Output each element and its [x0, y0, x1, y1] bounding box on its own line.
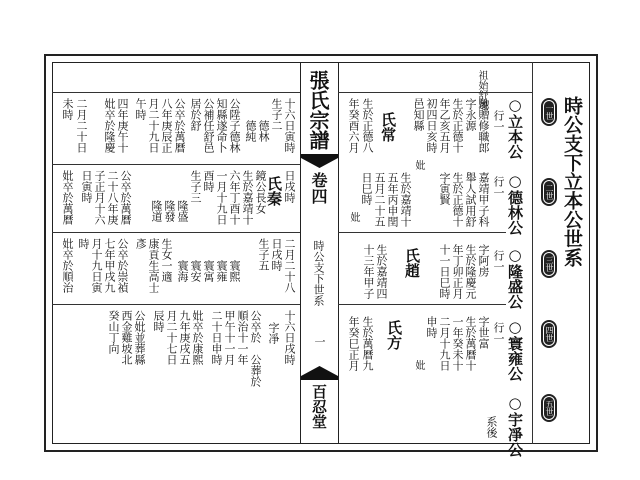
text-col: 二月二十日: [75, 98, 88, 153]
text-col: 癸山丁向: [107, 310, 120, 354]
text-col: 月二十九日: [147, 98, 160, 153]
text-col: 二月十九日: [438, 316, 451, 371]
text-col: 時: [77, 238, 90, 249]
text-col: 日戌時: [283, 170, 296, 203]
text-col: 彥: [134, 238, 147, 249]
text-col: 生於正德十: [451, 172, 464, 227]
text-col: 四年庚午十: [116, 98, 129, 153]
text-col: 十六日戌時: [283, 310, 296, 365]
text-col: 行一: [492, 250, 505, 272]
text-col: 月二十七日: [165, 310, 178, 365]
text-col: 八年庚辰正: [160, 98, 173, 153]
title-column-rule: [532, 62, 533, 444]
spine-subtitle: 時公支下世系: [312, 240, 325, 306]
text-col: 生於嘉靖十: [399, 172, 412, 227]
text-col: 一月十九日: [215, 170, 228, 225]
text-col: 隆道: [150, 200, 163, 222]
ancestor-1: ○立本公: [506, 96, 524, 159]
text-col: 寰海: [176, 260, 189, 282]
text-col: 字寅賢: [438, 172, 451, 205]
text-col: 寰寓: [202, 260, 215, 282]
volume-label: 卷四: [309, 172, 328, 204]
text-col: 邑知縣: [412, 98, 425, 131]
text-col: 生子五: [257, 238, 270, 271]
text-col: 公卒於萬曆: [119, 170, 132, 225]
bottom-note: 系後: [485, 416, 498, 438]
text-col: 五月二十五: [373, 172, 386, 227]
spouse-name-qin: 氏秦: [265, 176, 283, 206]
bi-tag-1: 妣: [413, 160, 424, 170]
text-col: 月十九日寅: [90, 238, 103, 293]
row-rule-left-2: [52, 232, 300, 233]
text-col: 寰熙: [228, 260, 241, 282]
text-col: 字永源: [464, 98, 477, 131]
text-col: 鏡公長女: [254, 170, 267, 214]
text-col: 日寅時: [80, 170, 93, 203]
text-col: 公卒於崇禎: [116, 238, 129, 293]
text-col: 酉時: [202, 170, 215, 192]
text-col: 年癸酉六月: [347, 98, 360, 153]
header-rule-right: [338, 92, 532, 93]
text-col: 五年丙申閏: [386, 172, 399, 227]
text-col: 康貢生高士: [147, 238, 160, 293]
text-col: 申時: [425, 316, 438, 338]
text-col: 一年癸未十: [451, 316, 464, 371]
text-col: 十六日寅時: [283, 98, 296, 153]
text-col: 行一: [492, 110, 505, 132]
text-col: 十一日巳時: [438, 244, 451, 299]
text-col: 公卒於萬曆: [173, 98, 186, 153]
text-col: 妣卒於萬曆: [61, 170, 74, 225]
text-col: 七年甲戌九: [103, 238, 116, 293]
text-col: 嘉靖甲子科: [477, 172, 490, 227]
text-col: 生於萬曆十: [464, 316, 477, 371]
text-col: 二十八年庚: [106, 170, 119, 225]
text-col: 行一: [492, 322, 505, 344]
text-col: 二十日申時: [210, 310, 223, 365]
text-col: 字阿房: [477, 244, 490, 277]
ancestor-2: ○德林公: [506, 172, 524, 235]
text-col: 六年丁酉十: [228, 170, 241, 225]
row-rule-left-3: [52, 304, 300, 305]
text-col: 公補任舒邑: [202, 98, 215, 153]
text-col: 年癸巳正月: [347, 316, 360, 371]
text-col: 日巳時: [360, 172, 373, 205]
lineage-title: 時公支下立本公世系: [561, 96, 583, 267]
text-col: 生女一適: [160, 238, 173, 282]
fish-tail-top-icon: [301, 154, 338, 168]
text-col: 年乙亥五月: [438, 98, 451, 153]
top-note: 祖始舒遷: [476, 70, 487, 110]
text-col: 知縣遂命卜: [215, 98, 228, 153]
generation-badge-1: 一世: [541, 98, 557, 126]
row-rule-right-2: [338, 304, 506, 305]
ancestor-4: ○寰雍公: [506, 318, 524, 381]
text-col: 日戌時: [270, 238, 283, 271]
text-col: 年丁卯正月: [451, 244, 464, 299]
bi-tag-3: 妣: [413, 360, 424, 370]
text-col: 妣卒於隆慶: [103, 98, 116, 153]
text-col: 德純: [244, 120, 257, 142]
text-col: 公陞子德林: [228, 98, 241, 153]
ancestor-3: ○隆盛公: [506, 246, 524, 309]
book-title: 張氏宗譜: [306, 70, 330, 150]
row-rule-left-1: [52, 164, 300, 165]
text-col: 寰安: [189, 260, 202, 282]
hall-name: 百忍堂: [310, 384, 328, 429]
generation-badge-4: 四世: [541, 320, 557, 348]
text-col: 寰雍: [215, 260, 228, 282]
bi-tag-2: 妣: [348, 212, 359, 222]
text-col: 公妣並葬縣: [133, 310, 146, 365]
text-col: 妣卒於康熙: [191, 310, 204, 365]
text-col: 甲午十一月: [223, 310, 236, 365]
header-rule-left: [52, 92, 300, 93]
text-col: 德林: [257, 120, 270, 142]
text-col: 公葬於: [249, 354, 262, 387]
text-col: 子正月十六: [93, 170, 106, 225]
page-number: 一: [313, 336, 326, 347]
text-col: 辰時: [152, 310, 165, 332]
generation-badge-5: 五世: [541, 394, 557, 422]
text-col: 字凈: [267, 322, 280, 344]
spouse-name-zhao: 氏趙: [403, 248, 421, 278]
text-col: 生於正德十: [451, 98, 464, 153]
text-col: 生子三: [189, 170, 202, 203]
generation-badge-3: 三世: [541, 250, 557, 278]
text-col: 未時: [61, 98, 74, 120]
text-col: 生於正德八: [361, 98, 374, 153]
spine-left-rule: [300, 62, 301, 444]
text-col: 生於萬曆九: [361, 316, 374, 371]
spine-right-rule: [338, 62, 339, 444]
text-col: 妣卒於順治: [61, 238, 74, 293]
text-col: 生子二: [270, 98, 283, 131]
text-col: 舉人試用舒: [464, 172, 477, 227]
text-col: 生於嘉靖十: [241, 170, 254, 225]
text-col: 居於舒: [189, 98, 202, 131]
row-rule-right-1: [338, 232, 506, 233]
text-col: 九年庚戌五: [178, 310, 191, 365]
text-col: 隆盛: [176, 200, 189, 222]
text-col: 行一: [492, 176, 505, 198]
text-col: 十三年甲子: [362, 244, 375, 299]
text-col: 午時: [134, 98, 147, 120]
spouse-name-fang: 氏方: [385, 320, 403, 350]
text-col: 馳贈修職郎: [477, 98, 490, 153]
text-col: 順治十一年: [236, 310, 249, 365]
text-col: 公卒於: [249, 310, 262, 343]
text-col: 初四日亥時: [425, 98, 438, 153]
fish-tail-bottom-icon: [301, 366, 338, 380]
text-col: 二月二十八: [283, 238, 296, 293]
text-col: 隆發: [163, 200, 176, 222]
ancestor-5: ○宇凈公: [506, 394, 524, 457]
generation-badge-2: 二世: [541, 178, 557, 206]
text-col: 生於嘉靖四: [375, 244, 388, 299]
text-col: 字世富: [477, 316, 490, 349]
spouse-name-chang: 氏常: [379, 112, 397, 142]
text-col: 生於隆慶元: [464, 244, 477, 299]
text-col: 西金雞坡北: [120, 310, 133, 365]
